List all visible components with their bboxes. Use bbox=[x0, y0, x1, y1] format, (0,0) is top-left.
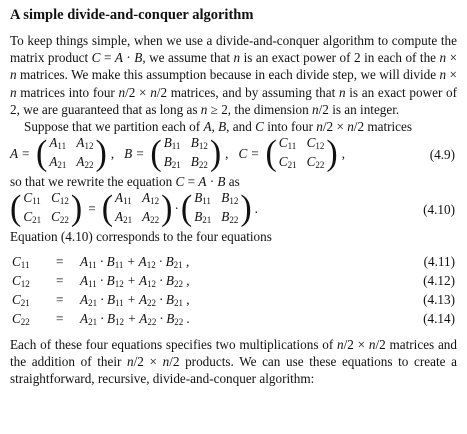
closing-paragraph: Each of these four equations specifies two multiplications of n/2 × n/2 matrices and the addition of their n/2 × n/2 products. We can use these equations to create a straightforward, recursive, divide-and-conquer algorithm: bbox=[10, 336, 457, 387]
matrix-A: ( $A_{11}$ $A_{12}$ $A_{21}$ $A_{22}$ ) bbox=[36, 134, 107, 174]
equation-row: $C_{11}$ = $A_{11} \cdot B_{11} + A_{12} \cdot B_{21}$ , (4.11) bbox=[12, 253, 455, 270]
correspondence-paragraph: Equation (4.10) corresponds to the four equations bbox=[10, 229, 272, 245]
matrix-B-label: B = bbox=[124, 146, 145, 162]
rewrite-paragraph: so that we rewrite the equation C = A · B as bbox=[10, 174, 240, 190]
equation-4-10: ( $C_{11}$ $C_{12}$ $C_{21}$ $C_{22}$ ) = ( $A_{11}$ $A_{12}$ $A_{21}$ $A_{22}$ ) · ( $B_{11}$ $B_{12}$ $B_{21}$ $B_{22}$ ) . (4.10) bbox=[10, 189, 455, 229]
intro-paragraph: To keep things simple, when we use a divide-and-conquer algorithm to compute the matrix product C = A · B, we assume that n is an exact power of 2 in each of the n × n matrices. We make this assumption because in each divide step, we will divide n × n matrices into four n/2 × n/2 matrices, and by assuming that n is an exact power of 2, we are guaranteed that as long as n ≥ 2, the dimension n/2 is an integer. bbox=[10, 33, 458, 117]
matrix-B-block: ( $B_{11}$ $B_{12}$ $B_{21}$ $B_{22}$ ) bbox=[180, 189, 252, 229]
equation-row: $C_{12}$ = $A_{11} \cdot B_{12} + A_{12} \cdot B_{22}$ , (4.12) bbox=[12, 272, 455, 289]
equation-row: $C_{22}$ = $A_{21} \cdot B_{12} + A_{22} \cdot B_{22}$ . (4.14) bbox=[12, 310, 455, 327]
matrix-C-label: C = bbox=[238, 146, 260, 162]
equation-number: (4.13) bbox=[423, 291, 455, 307]
equation-row: $C_{21}$ = $A_{21} \cdot B_{11} + A_{22} \cdot B_{21}$ , (4.13) bbox=[12, 291, 455, 308]
equation-number: (4.11) bbox=[423, 253, 455, 269]
equation-number: (4.14) bbox=[423, 310, 455, 326]
equation-4-9: A = ( $A_{11}$ $A_{12}$ $A_{21}$ $A_{22}$ ) , B = ( $B_{11}$ $B_{12}$ $B_{21}$ $B_{22}$ ) , C = ( $C_{11}$ $C_{12}$ $C_{21}$ $C_{22}$ ) , (4.9) bbox=[10, 134, 455, 174]
equation-number: (4.10) bbox=[423, 202, 455, 218]
equation-number: (4.12) bbox=[423, 272, 455, 288]
matrix-A-label: A = bbox=[10, 146, 31, 162]
partition-paragraph: Suppose that we partition each of A, B, and C into four n/2 × n/2 matrices bbox=[24, 119, 413, 135]
section-title: A simple divide-and-conquer algorithm bbox=[10, 7, 254, 23]
matrix-C: ( $C_{11}$ $C_{12}$ $C_{21}$ $C_{22}$ ) bbox=[265, 134, 338, 174]
matrix-B: ( $B_{11}$ $B_{12}$ $B_{21}$ $B_{22}$ ) bbox=[150, 134, 222, 174]
matrix-C-block: ( $C_{11}$ $C_{12}$ $C_{21}$ $C_{22}$ ) bbox=[10, 189, 83, 229]
matrix-A-block: ( $A_{11}$ $A_{12}$ $A_{21}$ $A_{22}$ ) bbox=[101, 189, 173, 229]
equation-number: (4.9) bbox=[429, 147, 455, 163]
equation-list bbox=[10, 252, 457, 328]
